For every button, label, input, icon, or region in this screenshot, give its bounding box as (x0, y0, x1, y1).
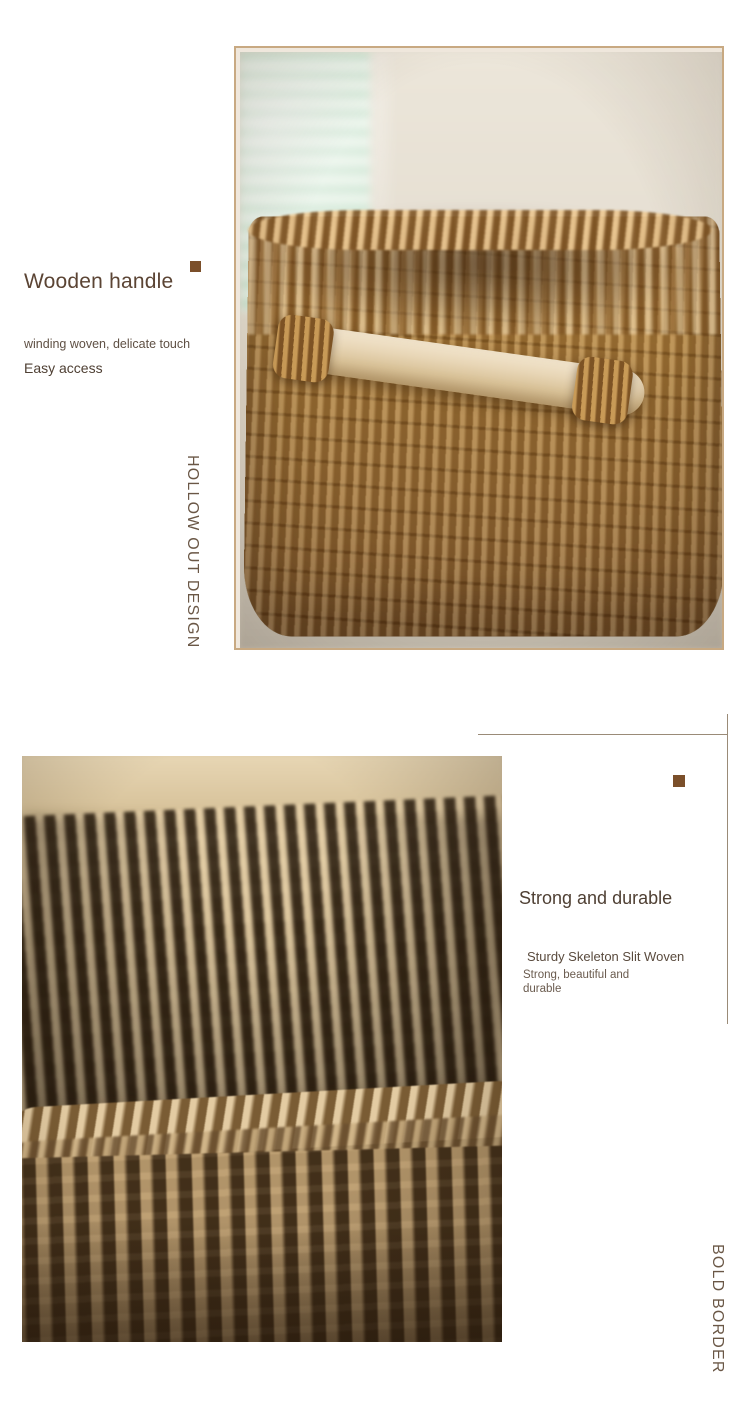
section-one-subtitle: winding woven, delicate touch (24, 337, 191, 351)
section-two-title: Strong and durable (519, 888, 673, 908)
section-one-vertical-label: HOLLOW OUT DESIGN (184, 455, 201, 649)
accent-square-marker-2 (673, 775, 685, 787)
section-two-subtitle: Sturdy Skeleton Slit Woven (527, 949, 685, 964)
product-photo-weave (22, 756, 502, 1342)
horizontal-rule (478, 734, 728, 735)
vertical-rule (727, 714, 728, 1024)
section-wooden-handle (0, 0, 750, 700)
section-two-caption: Strong, beautiful and durable (523, 969, 630, 996)
accent-square-marker (190, 261, 201, 272)
section-two-vertical-label: BOLD BORDER (709, 1244, 726, 1374)
section-strong-durable (0, 700, 750, 1420)
section-one-caption: Easy access (24, 360, 103, 376)
photo2-vignette (22, 756, 502, 1342)
product-photo-handle (234, 46, 724, 650)
section-one-title: Wooden handle (24, 270, 174, 293)
photo-vignette (240, 52, 722, 648)
photo-inner-handle (240, 52, 722, 648)
